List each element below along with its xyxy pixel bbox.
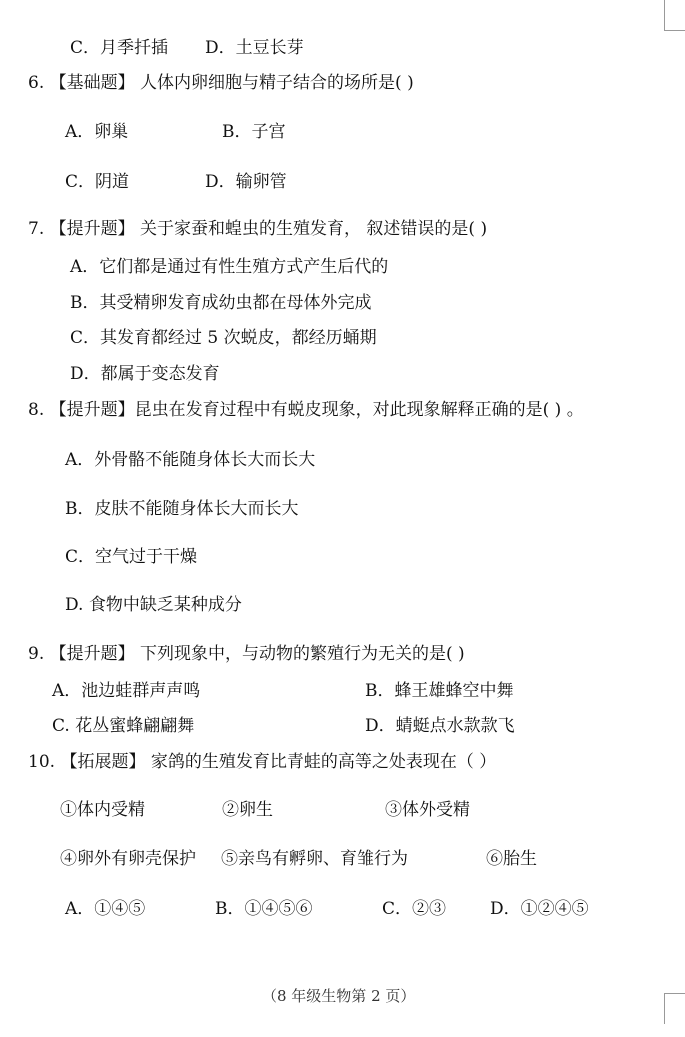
page-corner-mark-top [664, 0, 685, 31]
q7-stem: 7. 【提升题】 关于家蚕和蝗虫的生殖发育， 叙述错误的是( ) [28, 219, 488, 239]
q6-option-a: A．卵巢 [65, 122, 129, 142]
q10-item-5: ⑤亲鸟有孵卵、育雏行为 [221, 849, 408, 869]
q10-stem: 10. 【拓展题】 家鸽的生殖发育比青蛙的高等之处表现在（ ） [28, 752, 497, 772]
q10-item-1: ①体内受精 [60, 800, 145, 820]
q7-option-b: B．其受精卵发育成幼虫都在母体外完成 [70, 293, 372, 313]
q10-item-2: ②卵生 [222, 800, 273, 820]
q7-option-c: C．其发育都经过 5 次蜕皮，都经历蛹期 [70, 328, 377, 348]
q7-option-d: D．都属于变态发育 [70, 364, 220, 384]
q9-stem: 9. 【提升题】 下列现象中，与动物的繁殖行为无关的是( ) [28, 644, 465, 664]
q8-option-c: C．空气过于干燥 [65, 547, 198, 567]
q6-option-b: B．子宫 [222, 122, 286, 142]
q8-option-a: A．外骨骼不能随身体长大而长大 [65, 450, 316, 470]
q8-option-d: D. 食物中缺乏某种成分 [65, 595, 242, 615]
q7-option-a: A．它们都是通过有性生殖方式产生后代的 [70, 257, 389, 277]
page-corner-mark-bottom [664, 993, 685, 1024]
q10-option-d: D．①②④⑤ [490, 899, 589, 919]
q10-option-a: A．①④⑤ [65, 899, 146, 919]
q5-option-d: D．土豆长芽 [205, 38, 304, 58]
q6-option-c: C．阴道 [65, 172, 130, 192]
q9-option-b: B．蜂王雄蜂空中舞 [365, 681, 514, 701]
q9-option-c: C. 花丛蜜蜂翩翩舞 [52, 716, 195, 736]
q10-option-c: C．②③ [382, 899, 447, 919]
q6-option-d: D．输卵管 [205, 172, 287, 192]
q10-item-6: ⑥胎生 [486, 849, 537, 869]
q9-option-a: A．池边蛙群声声鸣 [52, 681, 201, 701]
q9-option-d: D．蜻蜓点水款款飞 [365, 716, 515, 736]
q10-option-b: B．①④⑤⑥ [215, 899, 313, 919]
q10-item-3: ③体外受精 [385, 800, 470, 820]
q10-item-4: ④卵外有卵壳保护 [60, 849, 196, 869]
page-footer: （8 年级生物第 2 页） [262, 987, 416, 1005]
q8-option-b: B．皮肤不能随身体长大而长大 [65, 499, 299, 519]
q6-stem: 6. 【基础题】 人体内卵细胞与精子结合的场所是( ) [28, 73, 414, 93]
q8-stem: 8. 【提升题】昆虫在发育过程中有蜕皮现象，对此现象解释正确的是( ) 。 [28, 400, 584, 420]
q5-option-c: C．月季扦插 [70, 38, 169, 58]
